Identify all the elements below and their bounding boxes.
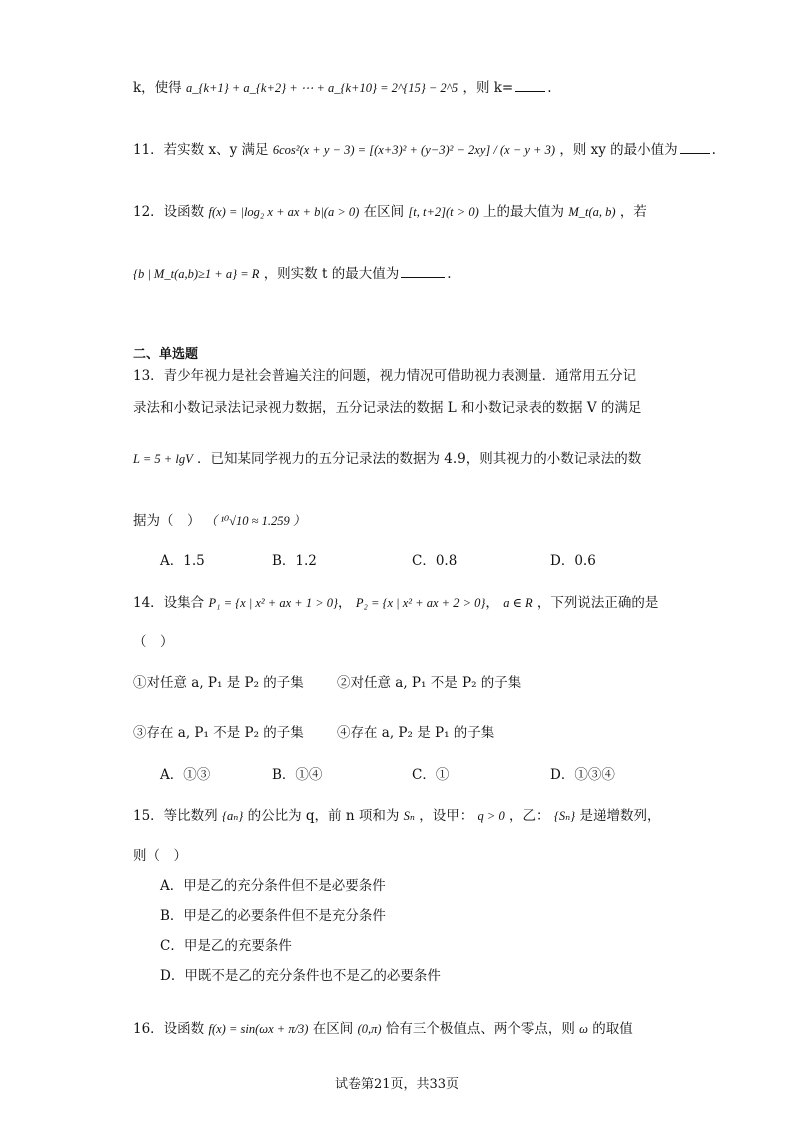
q15-mid3: ，乙：: [509, 808, 550, 824]
q15-suffix: 是递增数列，: [579, 808, 661, 824]
option-d: D．①③④: [550, 767, 615, 783]
q12-set-formula: {b | M_t(a,b)≥1 + a} = R: [133, 267, 260, 281]
q14-a-formula: a ∈ R: [503, 596, 533, 610]
option-c: C．甲是乙的充要条件: [160, 938, 292, 954]
q16-formula1: f(x) = sin(ωx + π/3): [208, 1022, 309, 1036]
option-d: D．甲既不是乙的充分条件也不是乙的必要条件: [160, 968, 441, 984]
q16-prefix: 16．设函数: [133, 1021, 205, 1037]
q11-suffix: ，则 xy 的最小值为: [559, 142, 678, 158]
q16-interval: (0,π): [357, 1022, 382, 1036]
q10-prefix: k，使得: [133, 80, 182, 96]
option-d: D．0.6: [550, 553, 596, 569]
q12-mid: 在区间: [363, 204, 405, 220]
q12-formula3: M_t(a, b): [568, 205, 616, 219]
q12-end: .: [447, 266, 452, 282]
q16-mid: 在区间: [312, 1021, 354, 1037]
q12-line2: [133, 264, 452, 284]
q10-formula: a_{k+1} + a_{k+2} + ⋯ + a_{k+10} = 2^{15} − 2^5: [185, 81, 459, 95]
q15-sn-formula: Sₙ: [403, 809, 415, 823]
answer-blank: [680, 141, 710, 154]
q10-end: .: [547, 80, 552, 96]
q14-sep1: ，: [338, 595, 352, 611]
q15-seq-formula: {aₙ}: [221, 809, 244, 823]
q16-mid2: 恰有三个极值点、两个零点，则: [385, 1021, 575, 1037]
option-c: C．0.8: [412, 553, 458, 569]
option-b: B．1.2: [272, 553, 317, 569]
q15-mid2: ，设甲：: [419, 808, 474, 824]
q11-end: .: [711, 142, 716, 158]
option-b: B．①④: [272, 767, 323, 783]
q13-line3: [133, 449, 641, 469]
q13-formula: L = 5 + lgV: [133, 452, 193, 466]
option-c: C．①: [412, 767, 450, 783]
q15-mid: 的公比为 q，前 n 项和为: [247, 808, 400, 824]
statement-2: ②对任意 a, P₁ 不是 P₂ 的子集: [337, 675, 522, 691]
q14-prefix: 14．设集合: [133, 595, 205, 611]
q13-line3-text: ．已知某同学视力的五分记录法的数据为 4.9，则其视力的小数记录法的数: [197, 451, 642, 467]
section-title: 二、单选题: [133, 347, 199, 362]
q12-prefix: 12．设函数: [133, 204, 205, 220]
q10-line: [133, 78, 552, 98]
q15-sn-set-formula: {Sₙ}: [553, 809, 576, 823]
q12-suffix: ，若: [619, 204, 647, 220]
q14-line1: [133, 593, 658, 613]
q13-line1: 13．青少年视力是社会普遍关注的问题，视力情况可借助视力表测量．通常用五分记: [133, 368, 637, 384]
q15-line2: 则（ ）: [133, 848, 187, 864]
q13-line4: [133, 511, 305, 531]
q13-line2: 录法和小数记录法记录视力数据，五分记录法的数据 L 和小数记录表的数据 V 的满足: [133, 400, 642, 416]
q15-q-formula: q > 0: [477, 809, 505, 823]
q14-p2-formula: P₂ = {x | x² + ax + 2 > 0}: [355, 596, 486, 610]
q12-formula1: f(x) = |log₂ x + ax + b|(a > 0): [208, 205, 360, 219]
answer-blank: [515, 79, 545, 92]
q11-formula: 6cos²(x + y − 3) = [(x+3)² + (y−3)² − 2xy] / (x − y + 3): [272, 143, 556, 157]
q16-omega: ω: [579, 1022, 588, 1036]
q14-line2: （ ）: [133, 634, 174, 650]
option-a: A．1.5: [160, 553, 205, 569]
q12-formula2: [t, t+2](t > 0): [408, 205, 479, 219]
q16-line1: [133, 1019, 633, 1039]
q11-line: [133, 140, 716, 160]
option-b: B．甲是乙的必要条件但不是充分条件: [160, 908, 386, 924]
option-a: A．甲是乙的充分条件但不是必要条件: [160, 878, 386, 894]
q11-prefix: 11．若实数 x、y 满足: [133, 142, 269, 158]
q14-suffix: ，下列说法正确的是: [536, 595, 659, 611]
q13-line4-text: 据为（ ）: [133, 513, 201, 529]
q14-sep2: ，: [485, 595, 499, 611]
statement-1: ①对任意 a, P₁ 是 P₂ 的子集: [133, 675, 304, 691]
q12-line2-suffix: ，则实数 t 的最大值为: [263, 266, 400, 282]
answer-blank: [401, 265, 445, 278]
statement-3: ③存在 a, P₁ 不是 P₂ 的子集: [133, 725, 304, 741]
q12-mid2: 上的最大值为: [483, 204, 565, 220]
q15-prefix: 15．等比数列: [133, 808, 218, 824]
option-a: A．①③: [160, 767, 211, 783]
page-footer: 试卷第21页，共33页: [334, 1077, 460, 1092]
q16-suffix: 的取值: [592, 1021, 633, 1037]
q12-line1: [133, 202, 647, 222]
q13-hint-formula: （ ¹⁰√10 ≈ 1.259 ）: [204, 514, 306, 528]
q10-suffix: ，则 k=: [462, 80, 514, 96]
q14-p1-formula: P₁ = {x | x² + ax + 1 > 0}: [208, 596, 339, 610]
q15-line1: [133, 806, 660, 826]
statement-4: ④存在 a, P₂ 是 P₁ 的子集: [337, 725, 495, 741]
